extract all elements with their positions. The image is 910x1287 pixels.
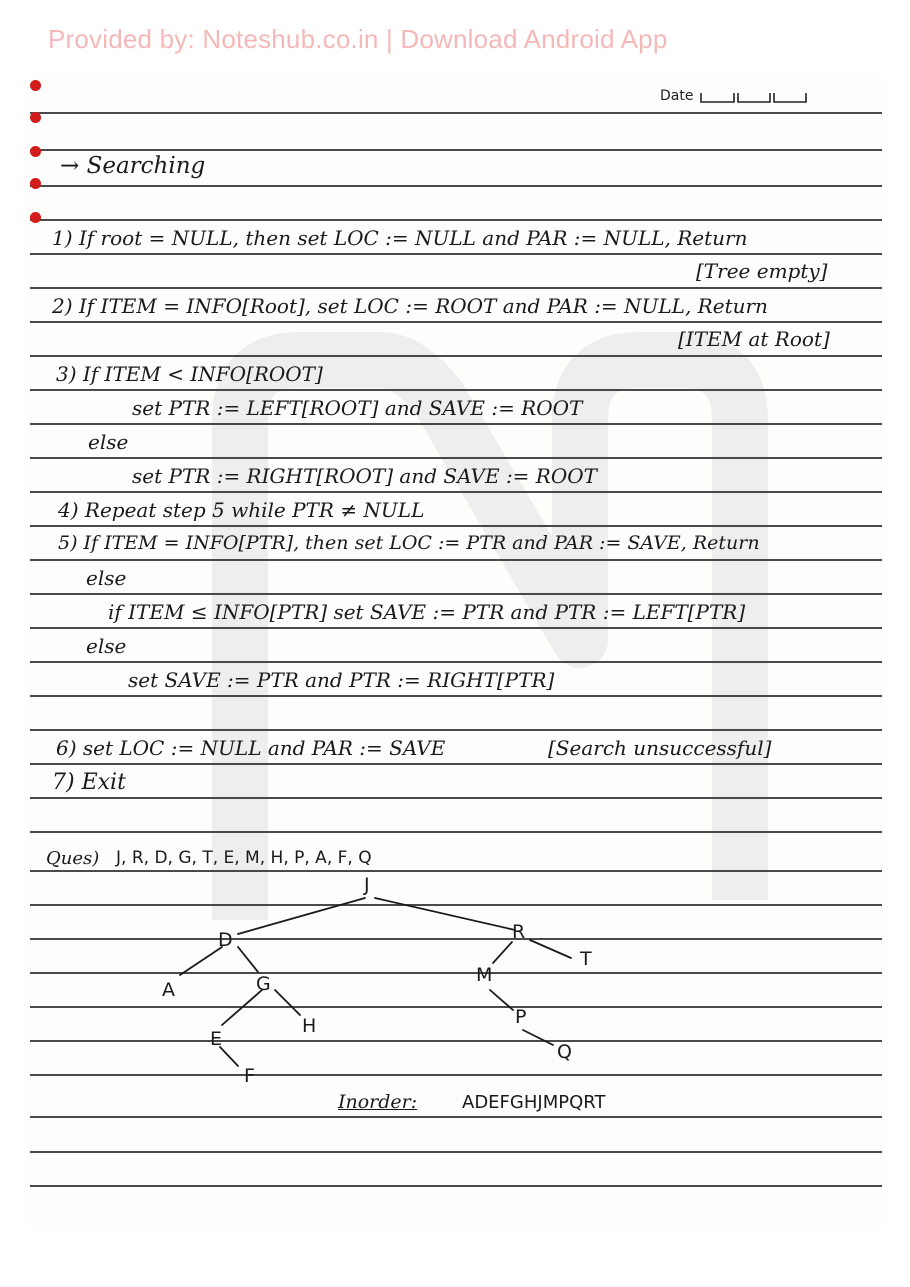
ruled-line	[30, 797, 882, 799]
step-5-else: else	[86, 566, 127, 590]
ruled-line	[30, 1074, 882, 1076]
tree-node-p: P	[515, 1006, 527, 1028]
date-boxes	[700, 93, 808, 103]
ruled-line	[30, 253, 882, 255]
watermark-banner: Provided by: Noteshub.co.in | Download Android App	[48, 24, 668, 54]
ruled-line	[30, 149, 882, 151]
step-5-else-branch: set SAVE := PTR and PTR := RIGHT[PTR]	[128, 668, 555, 692]
step-7: 7) Exit	[52, 770, 126, 795]
tree-node-f: F	[244, 1065, 255, 1087]
ruled-line	[30, 559, 882, 561]
step-3-then: set PTR := LEFT[ROOT] and SAVE := ROOT	[132, 396, 583, 420]
tree-node-j: J	[364, 874, 370, 896]
step-1: 1) If root = NULL, then set LOC := NULL and PAR := NULL, Return	[52, 226, 748, 250]
step-2-note: [ITEM at Root]	[678, 327, 830, 351]
ruled-line	[30, 695, 882, 697]
binding-hole	[30, 146, 41, 157]
date-label: Date	[660, 88, 694, 104]
ruled-line	[30, 938, 882, 940]
ruled-line	[30, 593, 882, 595]
tree-node-r: R	[512, 921, 526, 943]
step-5-else-2: else	[86, 634, 127, 658]
tree-node-d: D	[218, 929, 233, 951]
tree-node-t: T	[580, 948, 592, 970]
tree-node-h: H	[302, 1015, 317, 1037]
step-5: 5) If ITEM = INFO[PTR], then set LOC := PTR and PAR := SAVE, Return	[58, 532, 760, 554]
binding-hole	[30, 112, 41, 123]
step-6: 6) set LOC := NULL and PAR := SAVE	[56, 736, 446, 760]
page-title: → Searching	[60, 153, 206, 179]
question-sequence: J, R, D, G, T, E, M, H, P, A, F, Q	[116, 848, 372, 868]
ruled-line	[30, 627, 882, 629]
ruled-line	[30, 1151, 882, 1153]
question-label: Ques)	[46, 848, 100, 869]
ruled-line	[30, 831, 882, 833]
binding-hole	[30, 212, 41, 223]
inorder-label: Inorder:	[338, 1091, 418, 1113]
step-5-if: if ITEM ≤ INFO[PTR] set SAVE := PTR and PTR := LEFT[PTR]	[108, 600, 746, 624]
ruled-line	[30, 1040, 882, 1042]
tree-node-m: M	[476, 964, 493, 986]
step-2: 2) If ITEM = INFO[Root], set LOC := ROOT and PAR := NULL, Return	[52, 294, 768, 318]
ruled-line	[30, 287, 882, 289]
ruled-line	[30, 491, 882, 493]
step-3-else-branch: set PTR := RIGHT[ROOT] and SAVE := ROOT	[132, 464, 597, 488]
ruled-line	[30, 389, 882, 391]
ruled-line	[30, 870, 882, 872]
ruled-line	[30, 661, 882, 663]
ruled-line	[30, 763, 882, 765]
inorder-value: ADEFGHJMPQRT	[462, 1092, 606, 1113]
step-6-note: [Search unsuccessful]	[548, 736, 772, 760]
step-4: 4) Repeat step 5 while PTR ≠ NULL	[58, 498, 425, 522]
step-1-note: [Tree empty]	[696, 259, 828, 283]
ruled-line	[30, 525, 882, 527]
tree-node-q: Q	[557, 1041, 572, 1063]
binding-hole	[30, 80, 41, 91]
step-3: 3) If ITEM < INFO[ROOT]	[56, 362, 323, 386]
ruled-line	[30, 729, 882, 731]
ruled-line	[30, 904, 882, 906]
ruled-line	[30, 112, 882, 114]
tree-node-a: A	[162, 979, 175, 1001]
ruled-line	[30, 1116, 882, 1118]
ruled-line	[30, 1185, 882, 1187]
tree-node-e: E	[210, 1028, 223, 1050]
tree-node-g: G	[256, 973, 271, 995]
binding-hole	[30, 178, 41, 189]
ruled-line	[30, 219, 882, 221]
ruled-line	[30, 1006, 882, 1008]
ruled-line	[30, 355, 882, 357]
ruled-line	[30, 185, 882, 187]
ruled-line	[30, 972, 882, 974]
ruled-line	[30, 457, 882, 459]
ruled-line	[30, 321, 882, 323]
step-3-else: else	[88, 430, 129, 454]
ruled-line	[30, 423, 882, 425]
